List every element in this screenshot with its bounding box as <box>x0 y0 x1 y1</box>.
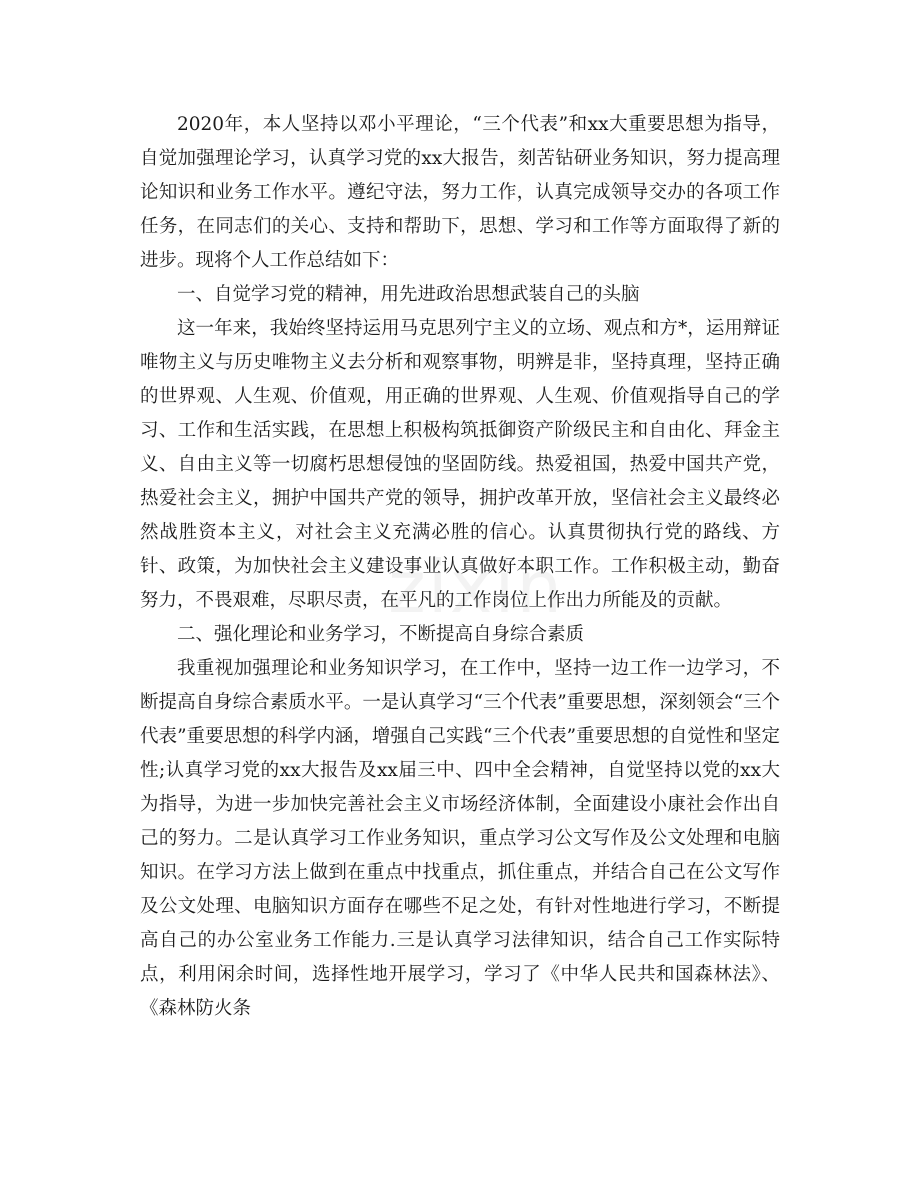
document-body <box>140 108 780 1026</box>
section-heading-2: 二、强化理论和业务学习，不断提高自身综合素质 <box>177 624 585 645</box>
section-heading-1: 一、自觉学习党的精神，用先进政治思想武装自己的头脑 <box>177 284 640 305</box>
paragraph-section-1: 这一年来，我始终坚持运用马克思列宁主义的立场、观点和方*，运用辩证唯物主义与历史唯物主义去分析和观察事物，明辨是非，坚持真理，坚持正确的世界观、人生观、价值观，用正确的世界观、人生观、价值观指导自己的学习、工作和生活实践，在思想上积极构筑抵御资产阶级民主和自由化、拜金主义、自由主义等一切腐朽思想侵蚀的坚固防线。热爱祖国，热爱中国共产党，热爱社会主义，拥护中国共产党的领导，拥护改革开放，坚信社会主义最终必然战胜资本主义，对社会主义充满必胜的信心。认真贯彻执行党的路线、方针、政策，为加快社会主义建设事业认真做好本职工作。工作积极主动，勤奋努力，不畏艰难，尽职尽责，在平凡的工作岗位上作出力所能及的贡献。 <box>140 318 780 611</box>
paragraph-section-2: 我重视加强理论和业务知识学习，在工作中，坚持一边工作一边学习，不断提高自身综合素质水平。一是认真学习“三个代表”重要思想，深刻领会“三个代表”重要思想的科学内涵，增强自己实践“三个代表”重要思想的自觉性和坚定性;认真学习党的xx大报告及xx届三中、四中全会精神，自觉坚持以党的xx大为指导，为进一步加快完善社会主义市场经济体制，全面建设小康社会作出自己的努力。二是认真学习工作业务知识，重点学习公文写作及公文处理和电脑知识。在学习方法上做到在重点中找重点，抓住重点，并结合自己在公文写作及公文处理、电脑知识方面存在哪些不足之处，有针对性地进行学习，不断提高自己的办公室业务工作能力.三是认真学习法律知识，结合自己工作实际特点，利用闲余时间，选择性地开展学习，学习了《中华人民共和国森林法》、《森林防火条 <box>140 658 780 1019</box>
paragraph-intro: 2020年，本人坚持以邓小平理论，“三个代表”和xx大重要思想为指导，自觉加强理论学习，认真学习党的xx大报告，刻苦钻研业务知识，努力提高理论知识和业务工作水平。遵纪守法，努力工作，认真完成领导交办的各项工作任务，在同志们的关心、支持和帮助下，思想、学习和工作等方面取得了新的进步。现将个人工作总结如下： <box>140 114 780 271</box>
